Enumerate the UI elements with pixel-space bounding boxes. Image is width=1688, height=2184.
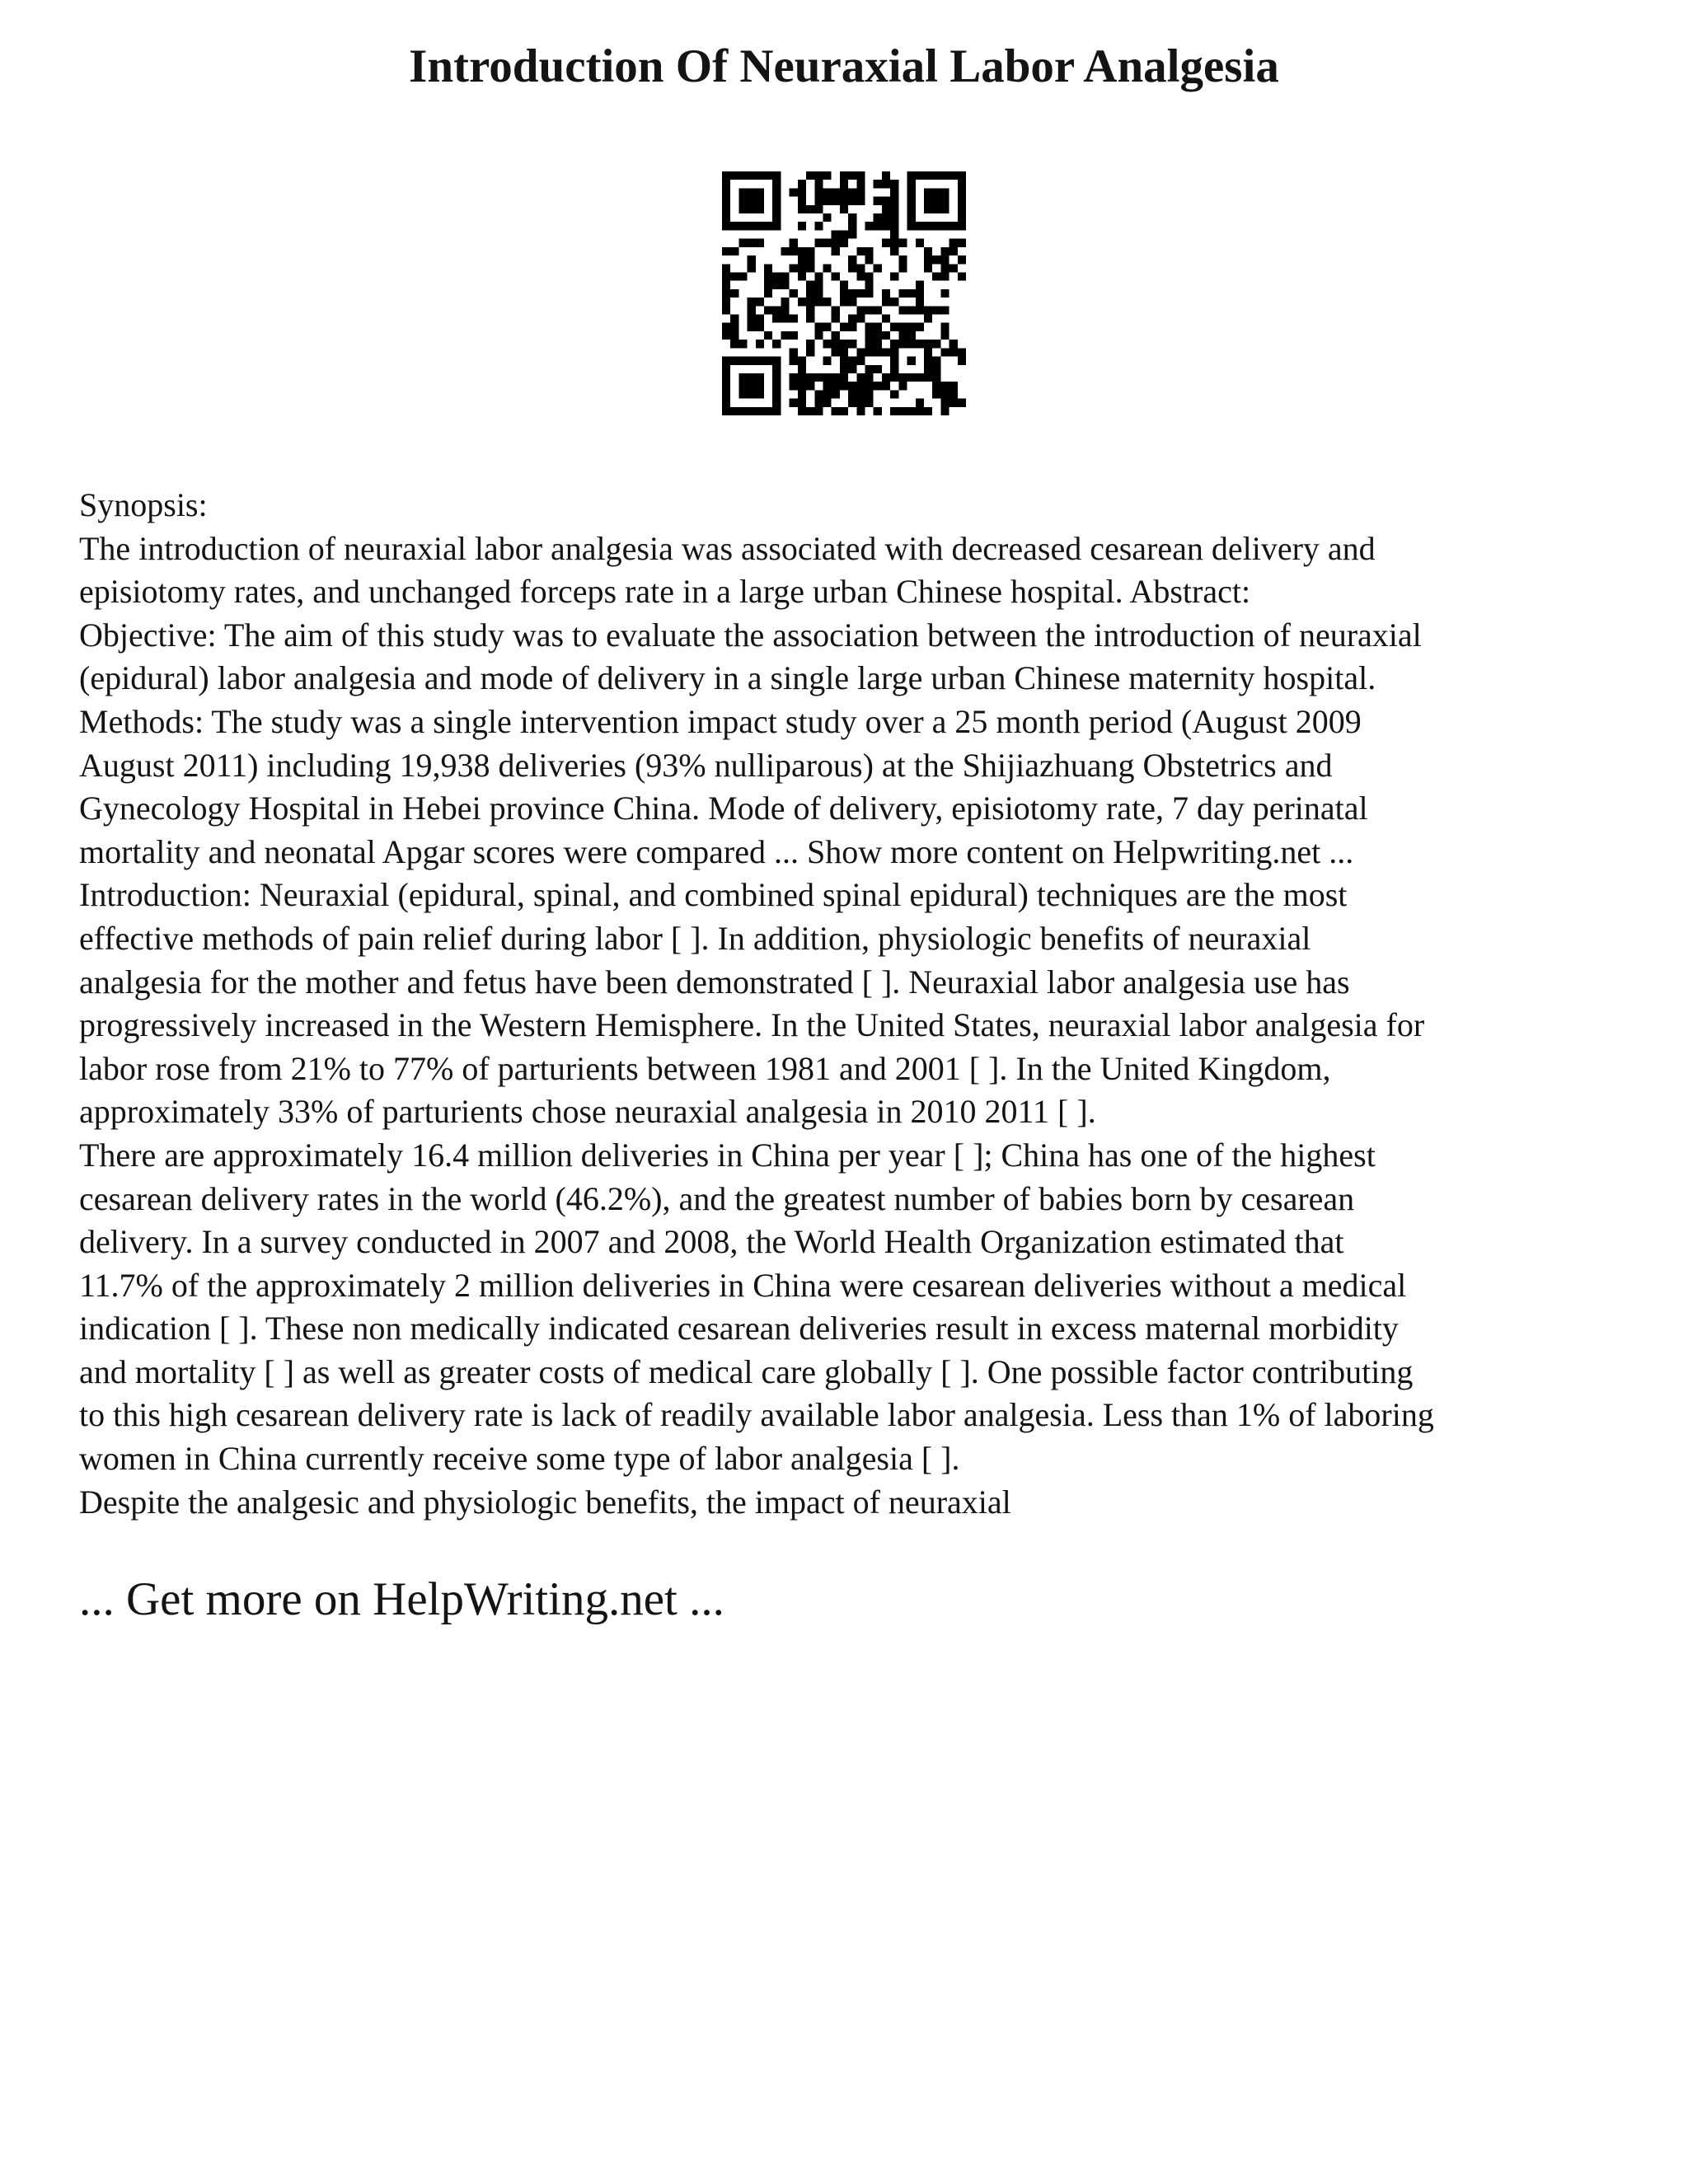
objective-paragraph: Objective: The aim of this study was to evaluate the association between the introduction of neuraxial (epidural) labor analgesia and mode of delivery in a single large urban Chinese maternity hospital.: [79, 616, 1422, 697]
page-title: Introduction Of Neuraxial Labor Analgesia: [409, 40, 1279, 92]
document-body: [79, 484, 1629, 1524]
despite-paragraph: Despite the analgesic and physiologic benefits, the impact of neuraxial: [79, 1483, 1011, 1521]
synopsis-paragraph: The introduction of neuraxial labor analgesia was associated with decreased cesarean delivery and episiotomy rates, and unchanged forceps rate in a large urban Chinese hospital. Abstract:: [79, 529, 1376, 611]
get-more-link[interactable]: ... Get more on HelpWriting.net ...: [79, 1573, 724, 1625]
synopsis-heading: Synopsis:: [79, 486, 208, 523]
introduction-paragraph: Introduction: Neuraxial (epidural, spinal, and combined spinal epidural) techniques are the most effective methods of pain relief during labor [ ]. In addition, physiologic benefits of neuraxial analgesia for the mother and fetus have been demonstrated [ ]. Neuraxial labor analgesia use has progressively increased in the Western Hemisphere. In the United States, neuraxial labor analgesia for labor rose from 21% to 77% of parturients between 1981 and 2001 [ ]. In the United Kingdom, approximately 33% of parturients chose neuraxial analgesia in 2010 2011 [ ].: [79, 876, 1425, 1131]
china-deliveries-paragraph: There are approximately 16.4 million deliveries in China per year [ ]; China has one of the highest cesarean delivery rates in the world (46.2%), and the greatest number of babies born by cesarean delivery. In a survey conducted in 2007 and 2008, the World Health Organization estimated that 11.7% of the approximately 2 million deliveries in China were cesarean deliveries without a medical indication [ ]. These non medically indicated cesarean deliveries result in excess maternal morbidity and mortality [ ] as well as greater costs of medical care globally [ ]. One possible factor contributing to this high cesarean delivery rate is lack of readily available labor analgesia. Less than 1% of laboring women in China currently receive some type of labor analgesia [ ].: [79, 1136, 1434, 1478]
qr-code-icon: [722, 171, 966, 415]
methods-paragraph: Methods: The study was a single intervention impact study over a 25 month period (August 2009 August 2011) including 19,938 deliveries (93% nulliparous) at the Shijiazhuang Obstetrics and Gynecology Hospital in Hebei province China. Mode of delivery, episiotomy rate, 7 day perinatal mortality and neonatal Apgar scores were compared ... Show more content on Helpwriting.net ...: [79, 702, 1368, 870]
